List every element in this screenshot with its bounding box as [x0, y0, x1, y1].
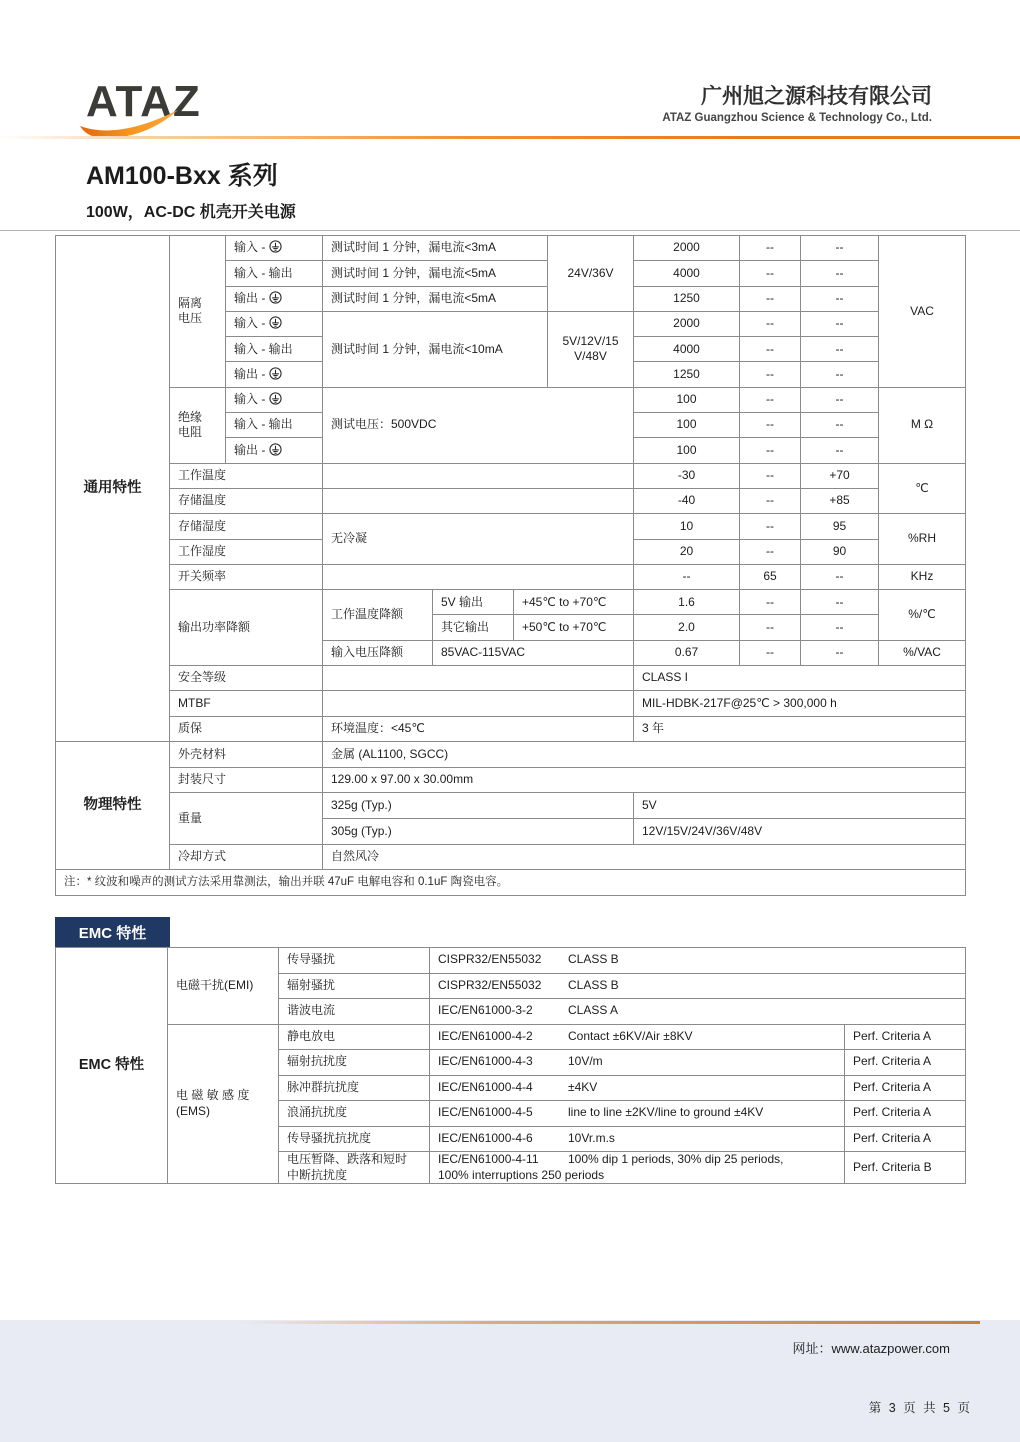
- table-cell: --: [801, 564, 879, 589]
- protective-earth-icon: [269, 392, 282, 405]
- table-cell: 1250: [634, 286, 740, 311]
- table-cell: --: [740, 488, 801, 513]
- table-cell: -40: [634, 488, 740, 513]
- content-divider: [0, 230, 1020, 231]
- row-label-isolation-voltage: 隔离 电压: [170, 236, 226, 388]
- table-row: [56, 870, 966, 896]
- table-cell: +50℃ to +70℃: [514, 615, 634, 640]
- table-cell: [323, 488, 634, 513]
- table-cell: 1250: [634, 362, 740, 387]
- table-cell: 5V 输出: [433, 590, 514, 615]
- table-row: [56, 463, 966, 488]
- table-cell: 输入 -: [226, 311, 323, 336]
- table-cell: CISPR32/EN55032 CLASS B: [430, 973, 966, 999]
- table-cell: --: [740, 387, 801, 412]
- table-cell: Perf. Criteria A: [845, 1024, 966, 1050]
- table-cell: --: [740, 236, 801, 261]
- unit-cell: %/VAC: [879, 640, 966, 665]
- table-cell: 95: [801, 514, 879, 539]
- logo-text: ATAZ: [86, 77, 201, 126]
- table-row: [56, 691, 966, 716]
- table-cell: 输出 -: [226, 438, 323, 463]
- table-cell: IEC/EN61000-3-2 CLASS A: [430, 999, 966, 1025]
- table-cell: 存储湿度: [170, 514, 323, 539]
- table-row: [56, 488, 966, 513]
- table-cell: 传导骚扰抗扰度: [279, 1126, 430, 1152]
- table-cell: +85: [801, 488, 879, 513]
- table-cell: 100: [634, 387, 740, 412]
- table-cell: [323, 463, 634, 488]
- table-cell: 100: [634, 438, 740, 463]
- row-label-insulation-resistance: 绝缘 电阻: [170, 387, 226, 463]
- table-cell: --: [740, 463, 801, 488]
- table-cell: --: [801, 311, 879, 336]
- table-row: [56, 514, 966, 539]
- table-cell: 3 年: [634, 716, 966, 742]
- table-cell: 1.6: [634, 590, 740, 615]
- table-cell: 2.0: [634, 615, 740, 640]
- table-cell: Perf. Criteria B: [845, 1152, 966, 1184]
- unit-cell: KHz: [879, 564, 966, 589]
- table-cell: --: [740, 337, 801, 362]
- table-cell: [323, 564, 634, 589]
- table-cell: --: [740, 590, 801, 615]
- table-cell: 4000: [634, 261, 740, 286]
- table-cell: Perf. Criteria A: [845, 1075, 966, 1101]
- table-cell: --: [740, 286, 801, 311]
- table-cell: MIL-HDBK-217F@25℃ > 300,000 h: [634, 691, 966, 716]
- table-cell: --: [634, 564, 740, 589]
- unit-cell: VAC: [879, 236, 966, 388]
- row-label-emi: 电磁干扰(EMI): [168, 948, 279, 1025]
- table-cell: --: [801, 413, 879, 438]
- table-row: [56, 793, 966, 819]
- table-cell: CLASS I: [634, 666, 966, 691]
- table-cell: 129.00 x 97.00 x 30.00mm: [323, 767, 966, 793]
- table-cell: --: [801, 438, 879, 463]
- table-cell: --: [740, 514, 801, 539]
- table-cell: 4000: [634, 337, 740, 362]
- table-footnote: 注：* 纹波和噪声的测试方法采用靠测法，输出并联 47uF 电解电容和 0.1uF 陶瓷电容。: [56, 870, 966, 896]
- protective-earth-icon: [269, 367, 282, 380]
- table-cell: 测试时间 1 分钟，漏电流<3mA: [323, 236, 548, 261]
- table-cell: CISPR32/EN55032 CLASS B: [430, 948, 966, 974]
- table-cell: 测试时间 1 分钟，漏电流<5mA: [323, 286, 548, 311]
- table-cell: 测试时间 1 分钟，漏电流<5mA: [323, 261, 548, 286]
- table-row: [56, 948, 966, 974]
- table-cell: 输出 -: [226, 286, 323, 311]
- table-cell: --: [740, 362, 801, 387]
- table-cell: --: [801, 387, 879, 412]
- page-subtitle: 100W，AC-DC 机壳开关电源: [86, 204, 296, 221]
- table-cell: -30: [634, 463, 740, 488]
- section-label-general: 通用特性: [56, 236, 170, 742]
- table-cell: 传导骚扰: [279, 948, 430, 974]
- table-cell: IEC/EN61000-4-11 100% dip 1 periods, 30% dip 25 periods, 100% interruptions 250 periods: [430, 1152, 845, 1184]
- table-cell: 脉冲群抗扰度: [279, 1075, 430, 1101]
- logo: [86, 77, 246, 140]
- table-cell: 谐波电流: [279, 999, 430, 1025]
- table-cell: IEC/EN61000-4-3 10V/m: [430, 1050, 845, 1076]
- general-specs-table: [55, 235, 966, 896]
- table-cell: --: [740, 261, 801, 286]
- unit-cell: %RH: [879, 514, 966, 565]
- footer-page-number: 第 3 页 共 5 页: [868, 1401, 972, 1415]
- section-label-emc: EMC 特性: [56, 948, 168, 1184]
- table-row: [56, 844, 966, 870]
- table-cell: 重量: [170, 793, 323, 844]
- page-title: AM100-Bxx 系列: [86, 162, 278, 190]
- table-cell: 90: [801, 539, 879, 564]
- table-row: [56, 767, 966, 793]
- section-label-physical: 物理特性: [56, 742, 170, 870]
- table-cell: --: [801, 236, 879, 261]
- emc-specs-table: [55, 947, 966, 1184]
- table-cell: 输入 -: [226, 236, 323, 261]
- table-cell: --: [740, 640, 801, 665]
- table-cell: --: [801, 590, 879, 615]
- table-cell: --: [740, 413, 801, 438]
- table-row: [56, 564, 966, 589]
- table-cell: [323, 666, 634, 691]
- table-cell: 2000: [634, 311, 740, 336]
- table-cell: 输入电压降额: [323, 640, 433, 665]
- table-cell: MTBF: [170, 691, 323, 716]
- table-cell: --: [801, 640, 879, 665]
- table-cell: 安全等级: [170, 666, 323, 691]
- table-cell: --: [801, 615, 879, 640]
- table-cell: 输入 -: [226, 387, 323, 412]
- table-cell: 输出功率降额: [170, 590, 323, 666]
- table-row: [56, 1024, 966, 1050]
- table-cell: 工作温度: [170, 463, 323, 488]
- table-cell: --: [801, 337, 879, 362]
- table-cell: 12V/15V/24V/36V/48V: [634, 819, 966, 845]
- protective-earth-icon: [269, 240, 282, 253]
- table-cell: 自然风冷: [323, 844, 966, 870]
- table-cell: --: [740, 615, 801, 640]
- table-cell: 静电放电: [279, 1024, 430, 1050]
- company-name-en: ATAZ Guangzhou Science & Technology Co., Ltd.: [662, 112, 932, 125]
- table-cell: --: [740, 311, 801, 336]
- table-cell: 其它输出: [433, 615, 514, 640]
- table-cell: --: [740, 539, 801, 564]
- table-cell: 输入 - 输出: [226, 413, 323, 438]
- table-cell: 输入 - 输出: [226, 261, 323, 286]
- table-cell: 5V/12V/15 V/48V: [548, 311, 634, 387]
- table-cell: 冷却方式: [170, 844, 323, 870]
- table-cell: IEC/EN61000-4-6 10Vr.m.s: [430, 1126, 845, 1152]
- table-cell: Perf. Criteria A: [845, 1126, 966, 1152]
- table-cell: 工作温度降额: [323, 590, 433, 641]
- table-cell: Perf. Criteria A: [845, 1050, 966, 1076]
- table-cell: 测试电压：500VDC: [323, 387, 634, 463]
- footer-website: 网址：www.atazpower.com: [792, 1341, 950, 1356]
- table-cell: IEC/EN61000-4-2 Contact ±6KV/Air ±8KV: [430, 1024, 845, 1050]
- table-cell: 85VAC-115VAC: [433, 640, 634, 665]
- table-cell: 65: [740, 564, 801, 589]
- table-cell: 10: [634, 514, 740, 539]
- table-cell: 浪涌抗扰度: [279, 1101, 430, 1127]
- unit-cell: ℃: [879, 463, 966, 514]
- protective-earth-icon: [269, 443, 282, 456]
- table-cell: 输入 - 输出: [226, 337, 323, 362]
- table-cell: 测试时间 1 分钟，漏电流<10mA: [323, 311, 548, 387]
- table-row: [56, 716, 966, 742]
- table-cell: 外壳材料: [170, 742, 323, 768]
- unit-cell: M Ω: [879, 387, 966, 463]
- table-cell: 电压暂降、跌落和短时 中断抗扰度: [279, 1152, 430, 1184]
- unit-cell: %/℃: [879, 590, 966, 641]
- emc-section-badge: EMC 特性: [55, 917, 170, 947]
- table-cell: 辐射抗扰度: [279, 1050, 430, 1076]
- table-cell: 输出 -: [226, 362, 323, 387]
- table-row: [56, 742, 966, 768]
- table-cell: +70: [801, 463, 879, 488]
- row-label-ems: 电 磁 敏 感 度 (EMS): [168, 1024, 279, 1184]
- table-cell: 封装尺寸: [170, 767, 323, 793]
- table-cell: --: [801, 362, 879, 387]
- table-cell: 开关频率: [170, 564, 323, 589]
- table-row: [56, 666, 966, 691]
- header-divider: [0, 136, 1020, 139]
- table-cell: 金属 (AL1100, SGCC): [323, 742, 966, 768]
- table-row: [56, 590, 966, 615]
- table-cell: 100: [634, 413, 740, 438]
- table-cell: 存储温度: [170, 488, 323, 513]
- table-cell: 质保: [170, 716, 323, 742]
- table-cell: 环境温度：<45℃: [323, 716, 634, 742]
- table-cell: 0.67: [634, 640, 740, 665]
- table-cell: 5V: [634, 793, 966, 819]
- protective-earth-icon: [269, 316, 282, 329]
- table-cell: --: [740, 438, 801, 463]
- table-cell: 20: [634, 539, 740, 564]
- table-cell: IEC/EN61000-4-5 line to line ±2KV/line to ground ±4KV: [430, 1101, 845, 1127]
- table-cell: +45℃ to +70℃: [514, 590, 634, 615]
- table-cell: 2000: [634, 236, 740, 261]
- table-row: [56, 236, 966, 261]
- footer-divider: [235, 1321, 980, 1324]
- protective-earth-icon: [269, 291, 282, 304]
- table-cell: 325g (Typ.): [323, 793, 634, 819]
- table-cell: IEC/EN61000-4-4 ±4KV: [430, 1075, 845, 1101]
- table-cell: [323, 691, 634, 716]
- company-block: [662, 84, 932, 124]
- table-row: [56, 387, 966, 412]
- company-name-cn: 广州旭之源科技有限公司: [701, 85, 932, 108]
- table-cell: 无冷凝: [323, 514, 634, 565]
- table-cell: --: [801, 261, 879, 286]
- table-cell: 305g (Typ.): [323, 819, 634, 845]
- table-cell: --: [801, 286, 879, 311]
- table-cell: 工作湿度: [170, 539, 323, 564]
- table-cell: Perf. Criteria A: [845, 1101, 966, 1127]
- table-cell: 辐射骚扰: [279, 973, 430, 999]
- table-cell: 24V/36V: [548, 236, 634, 312]
